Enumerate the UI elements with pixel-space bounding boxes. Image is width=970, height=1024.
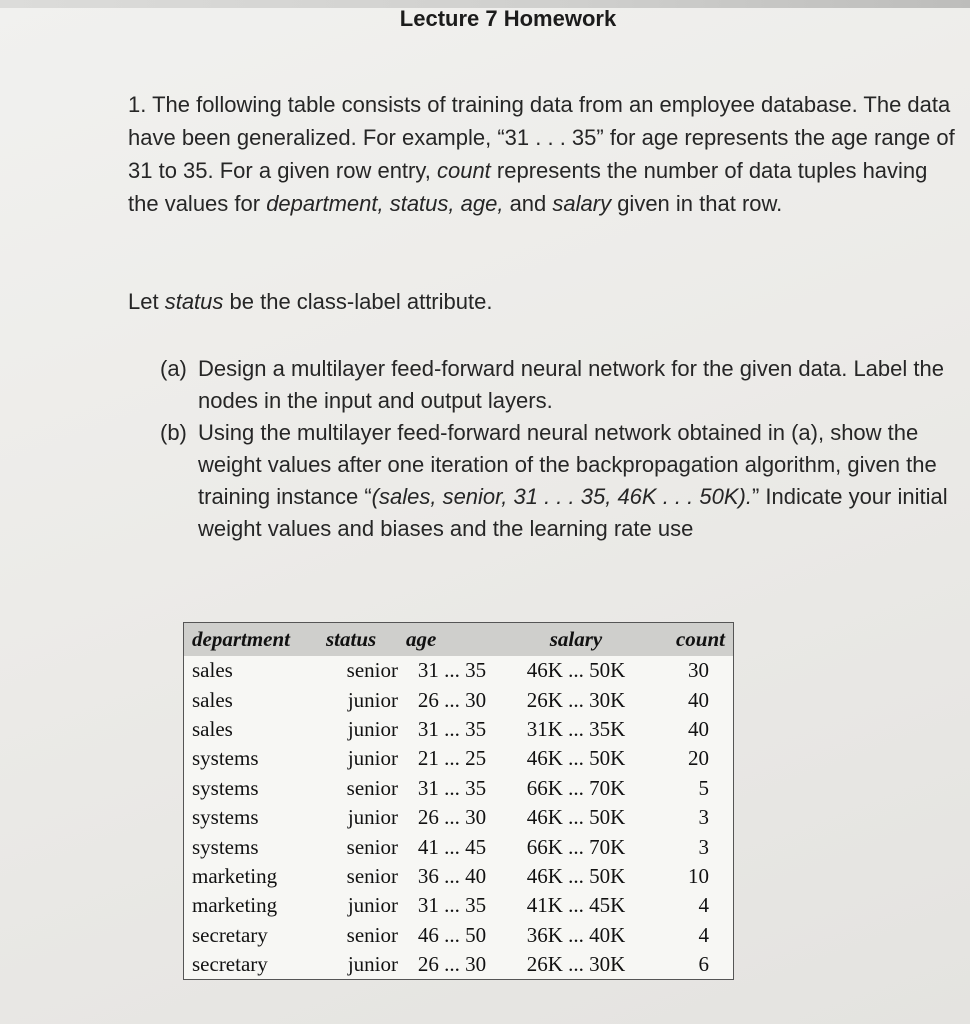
- cell-department: systems: [192, 746, 259, 771]
- cell-status: junior: [347, 805, 398, 830]
- problem-text-2: represents the number of data tuples having the values for: [128, 158, 928, 216]
- question-parts: [160, 353, 960, 545]
- table-grid: [184, 623, 733, 979]
- part-b-text-2: ” Indicate your initial weight values and biases and the learning rate use: [198, 484, 948, 541]
- cell-status: junior: [347, 746, 398, 771]
- cell-department: marketing: [192, 893, 278, 918]
- cell-department: secretary: [192, 952, 268, 977]
- problem-text-1: 1. The following table consists of training data from an employee database. The data have been generalized. For example, “31 . . . 35” for age represents the age range of 31 to 35. For a given row entry,: [128, 92, 955, 183]
- cell-count: 40: [688, 687, 709, 712]
- document-title: Lecture 7 Homework: [399, 6, 617, 31]
- cell-count: 3: [698, 805, 709, 830]
- header-status: status: [322, 623, 402, 656]
- table-row: [184, 921, 733, 950]
- cell-age: 26 ... 30: [417, 687, 487, 712]
- cell-status: senior: [346, 922, 398, 947]
- cell-salary: 46K ... 50K: [526, 863, 626, 888]
- part-b-text-1: Using the multilayer feed-forward neural network obtained in (a), show the weight values after one iteration of the backpropagation algorithm, given the training instance “: [198, 420, 937, 509]
- cell-count: 40: [688, 716, 709, 741]
- cell-status: senior: [346, 863, 398, 888]
- cell-salary: 46K ... 50K: [526, 805, 626, 830]
- cell-salary: 46K ... 50K: [526, 746, 626, 771]
- cell-status: junior: [347, 952, 398, 977]
- table-row: [184, 744, 733, 773]
- cell-age: 41 ... 45: [417, 834, 487, 859]
- problem-text-4: given in that row.: [611, 191, 783, 216]
- class-label-after: be the class-label attribute.: [223, 289, 493, 314]
- part-a-marker: (a): [160, 356, 187, 381]
- cell-count: 20: [688, 746, 709, 771]
- cell-department: systems: [192, 775, 259, 800]
- cell-count: 4: [698, 922, 709, 947]
- part-b-training-instance: (sales, senior, 31 . . . 35, 46K . . . 50K).: [371, 484, 752, 509]
- cell-age: 26 ... 30: [417, 952, 487, 977]
- problem-em-attributes: department, status, age,: [266, 191, 504, 216]
- part-b: [160, 417, 960, 545]
- cell-status: junior: [347, 716, 398, 741]
- part-b-marker: (b): [160, 420, 187, 445]
- cell-count: 30: [688, 658, 709, 683]
- cell-count: 10: [688, 863, 709, 888]
- cell-age: 26 ... 30: [417, 805, 487, 830]
- problem-em-salary: salary: [552, 191, 612, 216]
- header-department: department: [184, 623, 322, 656]
- part-a: [160, 353, 960, 417]
- cell-status: senior: [346, 658, 398, 683]
- problem-statement: [128, 88, 960, 220]
- cell-department: marketing: [192, 863, 278, 888]
- cell-salary: 66K ... 70K: [526, 834, 626, 859]
- table-row: [184, 832, 733, 861]
- header-salary: salary: [502, 623, 650, 656]
- cell-status: junior: [347, 893, 398, 918]
- employee-training-table: [183, 622, 734, 980]
- cell-count: 3: [698, 834, 709, 859]
- header-age: age: [402, 623, 502, 656]
- table-row: [184, 862, 733, 891]
- cell-count: 4: [698, 893, 709, 918]
- table-header-row: [184, 623, 733, 656]
- table-row: [184, 656, 733, 685]
- table-row: [184, 774, 733, 803]
- cell-age: 31 ... 35: [417, 775, 487, 800]
- cell-age: 46 ... 50: [417, 922, 487, 947]
- table-row: [184, 803, 733, 832]
- cell-salary: 41K ... 45K: [526, 893, 626, 918]
- cell-age: 31 ... 35: [417, 893, 487, 918]
- header-count: count: [650, 623, 733, 656]
- problem-em-count: count: [436, 158, 491, 183]
- cell-salary: 46K ... 50K: [526, 658, 626, 683]
- table-row: [184, 891, 733, 920]
- cell-department: sales: [192, 658, 233, 683]
- cell-count: 6: [698, 952, 709, 977]
- table-row: [184, 950, 733, 979]
- cell-count: 5: [698, 775, 709, 800]
- cell-salary: 26K ... 30K: [526, 952, 626, 977]
- part-a-text: Design a multilayer feed-forward neural network for the given data. Label the nodes in the input and output layers.: [198, 356, 944, 413]
- cell-salary: 31K ... 35K: [526, 716, 626, 741]
- table-body: [184, 656, 733, 979]
- table-row: [184, 685, 733, 714]
- cell-department: sales: [192, 716, 233, 741]
- cell-department: secretary: [192, 922, 268, 947]
- cell-salary: 26K ... 30K: [526, 687, 626, 712]
- cell-department: systems: [192, 834, 259, 859]
- table-row: [184, 715, 733, 744]
- class-label-before: Let: [128, 289, 165, 314]
- cell-department: systems: [192, 805, 259, 830]
- cell-age: 31 ... 35: [417, 716, 487, 741]
- cell-age: 21 ... 25: [417, 746, 487, 771]
- problem-text-3: and: [503, 191, 553, 216]
- cell-age: 36 ... 40: [417, 863, 487, 888]
- class-label-sentence: [128, 285, 492, 318]
- cell-status: junior: [347, 687, 398, 712]
- class-label-em: status: [164, 289, 224, 314]
- cell-salary: 36K ... 40K: [526, 922, 626, 947]
- cell-department: sales: [192, 687, 233, 712]
- cell-status: senior: [346, 775, 398, 800]
- problem-paragraph: [128, 88, 960, 220]
- cell-salary: 66K ... 70K: [526, 775, 626, 800]
- cell-status: senior: [346, 834, 398, 859]
- cell-age: 31 ... 35: [417, 658, 487, 683]
